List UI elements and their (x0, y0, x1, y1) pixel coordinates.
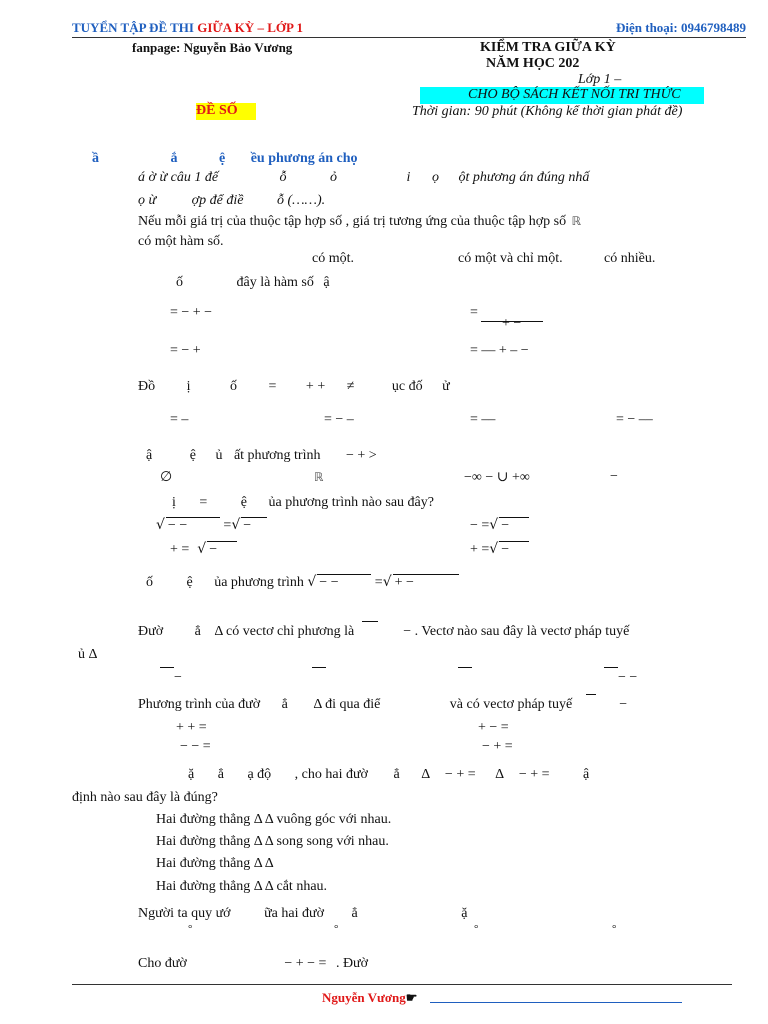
q3-frag-4: = (268, 379, 277, 394)
instruction-frag-1: á ờ ừ câu 1 đế (138, 170, 219, 185)
q5-option-a (156, 517, 267, 534)
q6-frag-2: ệ (186, 575, 193, 590)
footer-author (322, 990, 417, 1006)
footer-author-name: Nguyễn Vương (322, 990, 406, 1005)
q9-frag-4: , cho hai đườ (294, 767, 368, 782)
q5-d-radicand: − (499, 541, 529, 558)
q8-option-a: + + = (176, 720, 207, 735)
q5-b-lhs: − = (470, 518, 490, 533)
q2-b-eq: = (470, 305, 478, 320)
section-instruction (138, 170, 589, 186)
q5-option-b (470, 517, 529, 534)
q1-option-b: có một. (312, 251, 354, 266)
footer-divider (72, 984, 732, 985)
grade-label: Lớp 1 – (578, 72, 622, 87)
q3-frag-1: Đồ (138, 379, 156, 394)
q10-option-c: ° (474, 923, 479, 935)
real-numbers-symbol: ℝ (571, 214, 582, 228)
q4-frag-3: ủ (215, 448, 223, 463)
q4-frag-2: ệ (189, 448, 196, 463)
collection-title (72, 20, 303, 36)
q1-stem-2: có một hàm số. (138, 234, 224, 249)
q10-frag-4: ặ (461, 906, 468, 921)
instruction-frag-3: ỏ (330, 170, 338, 185)
section-title-frag-4: ều phương án chọ (250, 151, 358, 166)
q9-frag-1: ặ (188, 767, 195, 782)
exam-number: ĐỀ SỐ (196, 103, 238, 118)
q1-intro-frag-2: ợp để điề (191, 193, 244, 208)
q4-stem (146, 448, 377, 464)
q3-frag-2: ị (186, 379, 191, 394)
phone-number: Điện thoại: 0946798489 (616, 20, 746, 35)
q6-frag-3: ủa phương trình (214, 575, 304, 590)
q5-frag-4: ủa phương trình nào sau đây? (268, 495, 434, 510)
sqrt-sign: √ (489, 517, 499, 533)
q8-option-c: − − = (180, 739, 211, 754)
q6-radicand-1: − − (317, 574, 371, 591)
q9-option-b: Hai đường thẳng Δ Δ song song với nhau. (156, 834, 389, 849)
vector-n2-symbol (312, 670, 326, 686)
q6-frag-1: ố (146, 575, 153, 590)
q3-frag-8: ử (442, 379, 450, 394)
vector-n4-symbol (604, 670, 618, 686)
section-title-frag-3: ệ (219, 151, 226, 166)
school-year: NĂM HỌC 202 (486, 56, 580, 71)
sqrt-sign: √ (489, 541, 499, 557)
sqrt-sign: √ (197, 541, 207, 557)
q1-intro (138, 193, 325, 209)
q9-frag-6: Δ (421, 767, 430, 782)
header-divider (72, 37, 746, 38)
q8-stem (138, 697, 627, 713)
q10-frag-1: Người ta quy ướ (138, 906, 231, 921)
q4-option-c: −∞ − ∪ +∞ (464, 470, 530, 485)
section-title-frag-1: ầ (92, 151, 99, 166)
q9-frag-2: ẳ (217, 767, 224, 782)
q4-option-d: − (610, 469, 618, 484)
q1-stem (138, 214, 581, 230)
q1-intro-frag-1: ọ ừ (138, 193, 157, 208)
q10-frag-2: ữa hai đườ (264, 906, 324, 921)
q5-frag-3: ệ (240, 495, 248, 510)
q9-frag-8: Δ (495, 767, 504, 782)
q8-option-d: − + = (482, 739, 513, 754)
q1-intro-frag-3: ỗ (……). (276, 193, 326, 208)
q11-stem (138, 956, 368, 972)
q7-frag-1: Đườ (138, 624, 164, 639)
sqrt-sign: √ (156, 517, 165, 533)
q4-frag-5: − + > (345, 448, 377, 463)
fanpage-label: fanpage: Nguyễn Bảo Vương (132, 40, 293, 55)
q7-option-d (604, 670, 637, 686)
q2-frag-3: ậ (323, 275, 330, 290)
instruction-frag-2: ỗ (279, 170, 287, 185)
exam-title: KIỂM TRA GIỮA KỲ (480, 40, 616, 55)
q9-frag-3: ạ độ (247, 767, 272, 782)
q5-d-lhs: + = (470, 542, 490, 557)
sqrt-sign: √ (231, 517, 241, 533)
q11-frag-2: − + − = (284, 956, 327, 971)
q1-option-d: có nhiều. (604, 251, 656, 266)
sqrt-sign: √ (307, 574, 317, 590)
instruction-frag-5: ọ (431, 170, 439, 185)
q9-frag-7: − + = (444, 767, 476, 782)
q3-option-d: = − –– (616, 412, 653, 427)
q7-frag-3: Δ có vectơ chỉ phương là (214, 624, 355, 639)
q10-stem (138, 906, 467, 922)
q8-frag-1: Phương trình của đườ (138, 697, 261, 712)
q5-frag-1: ị (172, 495, 176, 510)
q10-option-d: ° (612, 923, 617, 935)
exam-duration: Thời gian: 90 phút (Không kể thời gian phát đề) (412, 104, 683, 119)
q5-a-eq: = (223, 518, 232, 533)
q9-frag-10: ậ (583, 767, 590, 782)
q2-option-d: = — + – − (470, 343, 529, 358)
q3-frag-5: + + (305, 379, 326, 394)
vector-n-symbol (586, 697, 596, 713)
q9-frag-9: − + = (518, 767, 550, 782)
q3-stem (138, 379, 450, 395)
q3-option-c: = –– (470, 412, 496, 427)
q4-frag-4: ất phương trình (233, 448, 321, 463)
q5-a-radicand: − − (166, 517, 220, 534)
q2-frag-1: ố (176, 275, 183, 290)
collection-title-part3: – LỚP 1 (254, 20, 303, 35)
q9-option-d: Hai đường thẳng Δ Δ cắt nhau. (156, 879, 328, 894)
q6-radicand-2: + − (393, 574, 459, 591)
instruction-frag-4: i (406, 170, 411, 185)
q8-option-b: + − = (478, 720, 509, 735)
footer-link-underline[interactable] (430, 1002, 682, 1003)
q10-option-a: ° (188, 923, 193, 935)
q3-option-b: = − – (324, 412, 354, 427)
q5-b-radicand: − (499, 517, 529, 534)
q9-stem (188, 767, 589, 783)
q7-option-a (160, 670, 182, 686)
q2-frag-2: đây là hàm số (236, 275, 314, 290)
q5-c-lhs: + = (170, 542, 190, 557)
q1-option-c: có một và chỉ một. (458, 251, 563, 266)
vector-u-symbol (362, 624, 378, 640)
section-title-frag-2: ắ (170, 151, 178, 166)
collection-title-part2: GIỮA KỲ (197, 20, 255, 35)
q7-frag-2: ẳ (194, 624, 201, 639)
q10-option-b: ° (334, 923, 339, 935)
q3-frag-7: ục đố (391, 379, 423, 394)
q4-option-a: ∅ (160, 469, 173, 485)
q4-frag-1: ậ (146, 448, 153, 463)
q5-frag-2: = (199, 495, 208, 510)
q10-frag-3: ẳ (351, 906, 358, 921)
q3-frag-3: ố (230, 379, 238, 394)
pointing-hand-icon: ☛ (405, 990, 418, 1005)
q7-option-b (312, 670, 326, 686)
q9-option-c: Hai đường thẳng Δ Δ (156, 856, 274, 871)
q5-option-c (170, 541, 237, 558)
q5-option-d (470, 541, 529, 558)
q3-option-a: = – (170, 412, 189, 427)
book-series: CHO BỘ SÁCH KẾT NỐI TRI THỨC (468, 87, 681, 102)
q9-stem-2: định nào sau đây là đúng? (72, 790, 218, 805)
q2-option-a: = − + − (170, 305, 213, 320)
q6-stem (146, 574, 459, 591)
q2-option-c: = − + (170, 343, 201, 358)
q11-frag-1: Cho đườ (138, 956, 187, 971)
q3-frag-6: ≠ (346, 379, 355, 394)
q5-c-radicand: − (207, 541, 237, 558)
instruction-frag-6: ột phương án đúng nhấ (458, 170, 590, 185)
q2-option-b-denominator: + − (502, 316, 522, 331)
section-title (92, 151, 358, 167)
q7-stem (138, 624, 629, 640)
q1-stem-text: Nếu mỗi giá trị của thuộc tập hợp số , giá trị tương ứng của thuộc tập hợp số (138, 214, 567, 229)
q2-stem (176, 275, 330, 291)
q8-frag-4: và có vectơ pháp tuyế (449, 697, 573, 712)
q7-stem-2: ủ Δ (78, 647, 98, 662)
q7-d-text: − − (618, 670, 638, 685)
sqrt-sign: √ (382, 574, 392, 590)
q5-a-rhs: − (241, 517, 267, 534)
q8-frag-3: Δ đi qua điể (313, 697, 381, 712)
q7-a-text: − (174, 670, 182, 685)
vector-n1-symbol (160, 670, 174, 686)
q8-frag-5: − (619, 697, 628, 712)
vector-n3-symbol (458, 670, 472, 686)
q9-option-a: Hai đường thẳng Δ Δ vuông góc với nhau. (156, 812, 392, 827)
q6-eq: = (374, 575, 383, 590)
q11-frag-3: . Đườ (335, 956, 369, 971)
q4-option-b: ℝ (314, 470, 324, 484)
q7-frag-4: − . Vectơ nào sau đây là vectơ pháp tuyế (403, 624, 630, 639)
q7-option-c (458, 670, 472, 686)
q5-stem (172, 495, 434, 511)
collection-title-part1: TUYỂN TẬP ĐỀ THI (72, 20, 198, 35)
q9-frag-5: ẳ (393, 767, 400, 782)
q8-frag-2: ẳ (281, 697, 288, 712)
